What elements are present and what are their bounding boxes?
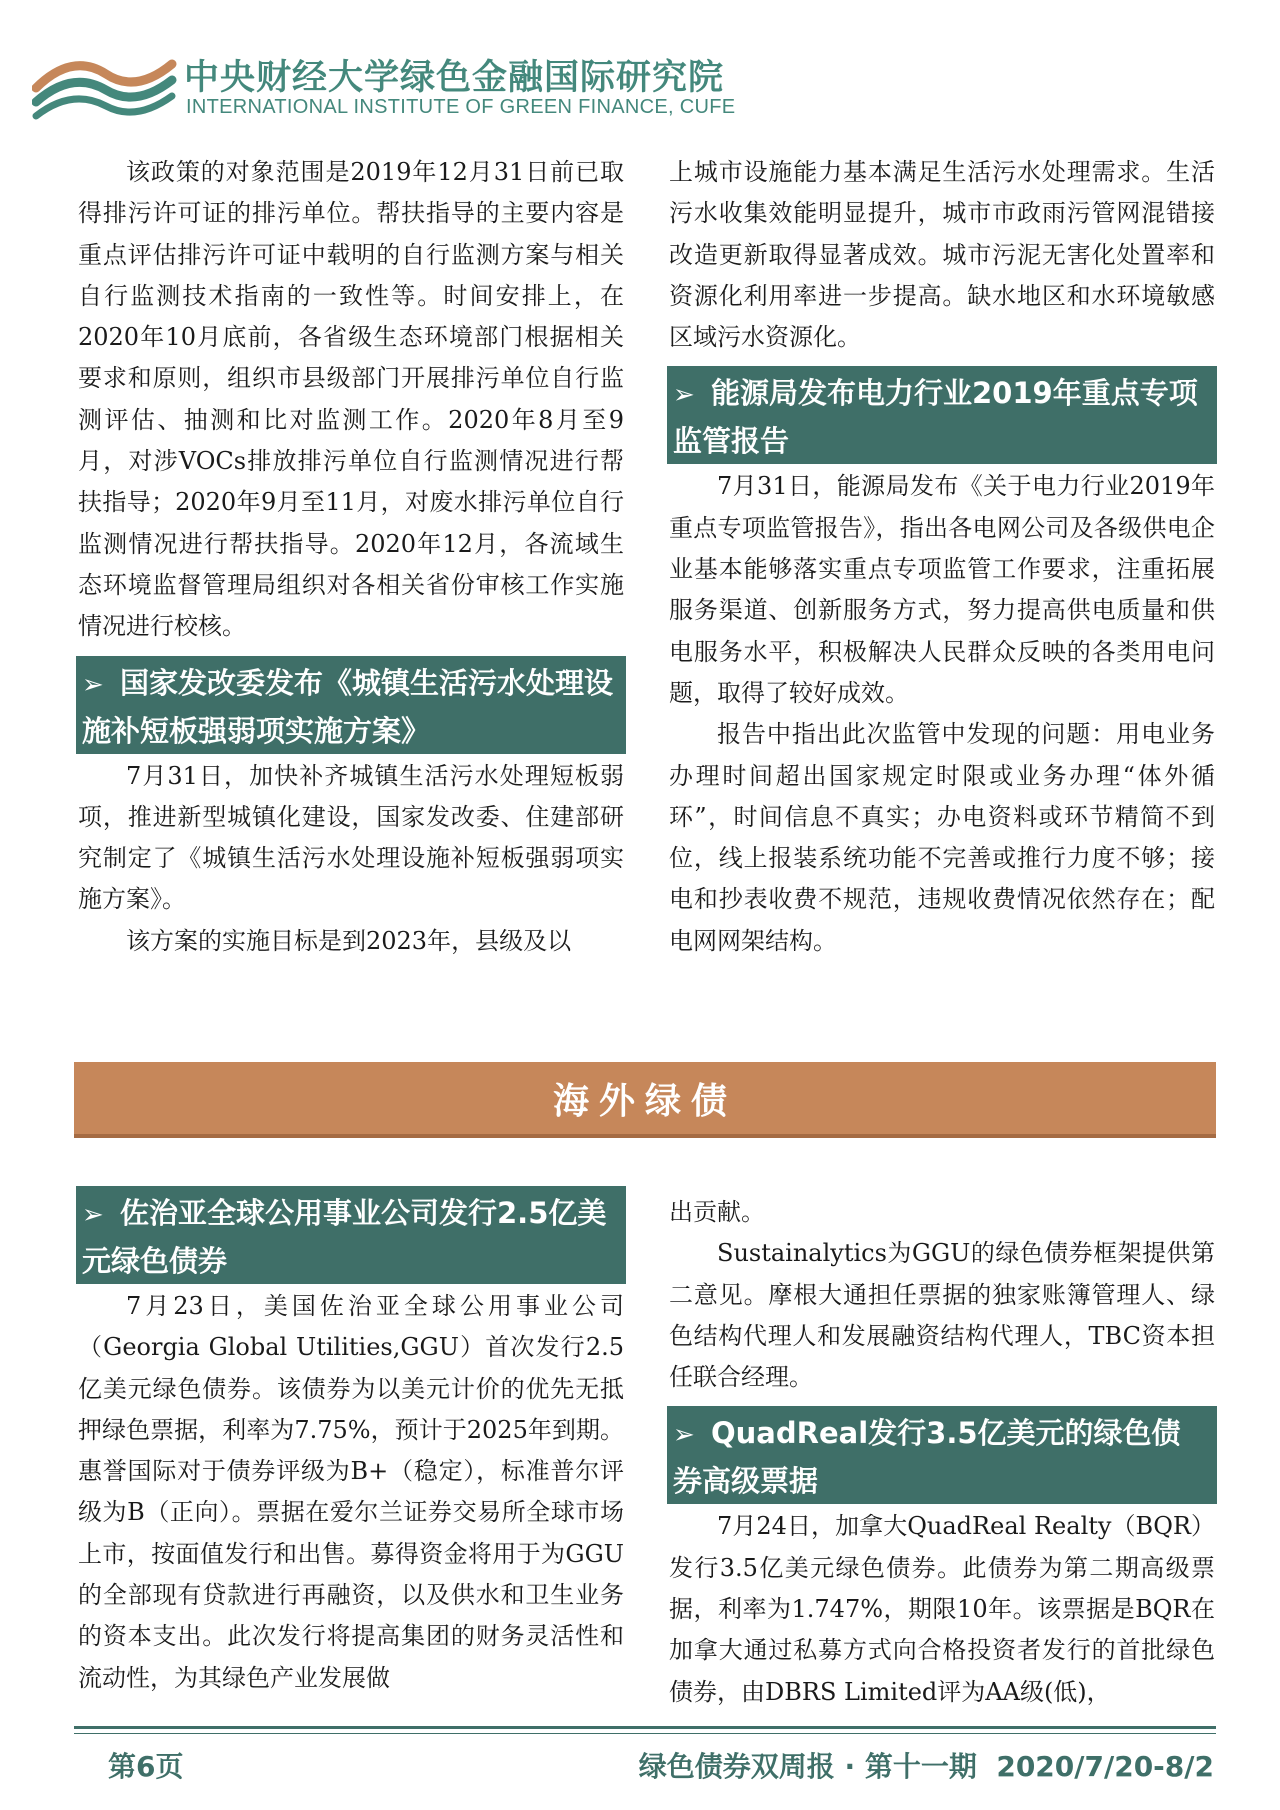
arrow-bullet-icon: ➢ [82,669,104,700]
org-name-cn: 中央财经大学绿色金融国际研究院 [184,58,725,98]
publication-name: 绿色债券双周报 · 第十一期 [638,1750,977,1783]
footer-divider [74,1733,1216,1734]
right-column-bottom [669,1192,1215,1713]
paragraph: 该方案的实施目标是到2023年，县级及以 [126,926,572,955]
section-heading-text: 国家发改委发布《城镇生活污水处理设施补短板强弱项实施方案》 [82,665,614,748]
paragraph: 出贡献。 [669,1198,765,1226]
paragraph: 7月31日，能源局发布《关于电力行业2019年重点专项监管报告》，指出各电网公司及各级供电企业基本能够落实重点专项监管工作要求，注重拓展服务渠道、创新服务方式，努力提高供电质量和供电服务水平，积极解决人民群众反映的各类用电问题，取得了较好成效。 [669,472,1215,707]
page-number: 第6页 [108,1750,184,1783]
right-column-top [669,152,1215,962]
date-range: 2020/7/20-8/2 [996,1750,1214,1783]
section-heading [76,1186,626,1284]
paragraph: 7月24日，加拿大QuadReal Realty（BQR）发行3.5亿美元绿色债券。此债券为第二期高级票据，利率为1.747%，期限10年。该票据是BQR在加拿大通过私募方式向合格投资者发行的首批绿色债券，由DBRS Limited评为AA级(低)， [669,1512,1215,1706]
section-heading-text: 佐治亚全球公用事业公司发行2.5亿美元绿色债券 [82,1196,607,1278]
arrow-bullet-icon: ➢ [673,380,695,411]
arrow-bullet-icon: ➢ [82,1200,104,1230]
page-header [32,44,792,126]
section-heading [667,366,1217,464]
org-name-en: INTERNATIONAL INSTITUTE OF GREEN FINANCE, CUFE [186,96,736,118]
paragraph: 7月31日，加快补齐城镇生活污水处理短板弱项，推进新型城镇化建设，国家发改委、住建部研究制定了《城镇生活污水处理设施补短板强弱项实施方案》。 [78,761,624,914]
paragraph: Sustainalytics为GGU的绿色债券框架提供第二意见。摩根大通担任票据的独家账簿管理人、绿色结构代理人和发展融资结构代理人，TBC资本担任联合经理。 [669,1239,1215,1392]
section-heading [667,1406,1217,1504]
paragraph: 7月23日，美国佐治亚全球公用事业公司（Georgia Global Utilities,GGU）首次发行2.5亿美元绿色债券。该债券为以美元计价的优先无抵押绿色票据，利率为7.75%，预计于2025年到期。惠誉国际对于债券评级为B+（稳定），标准普尔评级为B（正向）。票据在爱尔兰证券交易所全球市场上市，按面值发行和出售。募得资金将用于为GGU的全部现有贷款进行再融资，以及供水和卫生业务的资本支出。此次发行将提高集团的财务灵活性和流动性，为其绿色产业发展做 [78,1292,624,1692]
paragraph: 上城市设施能力基本满足生活污水处理需求。生活污水收集效能明显提升，城市市政雨污管网混错接改造更新取得显著成效。城市污泥无害化处置率和资源化利用率进一步提高。缺水地区和水环境敏感区域污水资源化。 [669,158,1215,352]
left-column-top [78,152,624,962]
band-title: 海外绿债 [552,1080,737,1122]
paragraph: 报告中指出此次监管中发现的问题：用电业务办理时间超出国家规定时限或业务办理“体外循环”，时间信息不真实；办电资料或环节精简不到位，线上报装系统功能不完善或推行力度不够；接电和抄表收费不规范，违规收费情况依然存在；配电网网架结构。 [669,720,1215,955]
left-column-bottom [78,1186,624,1699]
paragraph: 该政策的对象范围是2019年12月31日前已取得排污许可证的排污单位。帮扶指导的主要内容是重点评估排污许可证中载明的自行监测方案与相关自行监测技术指南的一致性等。时间安排上，在2020年10月底前，各省级生态环境部门根据相关要求和原则，组织市县级部门开展排污单位自行监测评估、抽测和比对监测工作。2020年8月至9月，对涉VOCs排放排污单位自行监测情况进行帮扶指导；2020年9月至11月，对废水排污单位自行监测情况进行帮扶指导。2020年12月，各流域生态环境监督管理局组织对各相关省份审核工作实施情况进行校核。 [78,158,624,641]
arrow-bullet-icon: ➢ [673,1420,695,1451]
footer-publication-info [639,1745,1214,1785]
section-band [74,1062,1216,1138]
footer-divider [74,1726,1216,1729]
wave-logo-icon [32,44,178,126]
section-heading [76,656,626,754]
section-heading-text: QuadReal发行3.5亿美元的绿色债券高级票据 [673,1416,1181,1499]
section-heading-text: 能源局发布电力行业2019年重点专项监管报告 [673,376,1198,459]
